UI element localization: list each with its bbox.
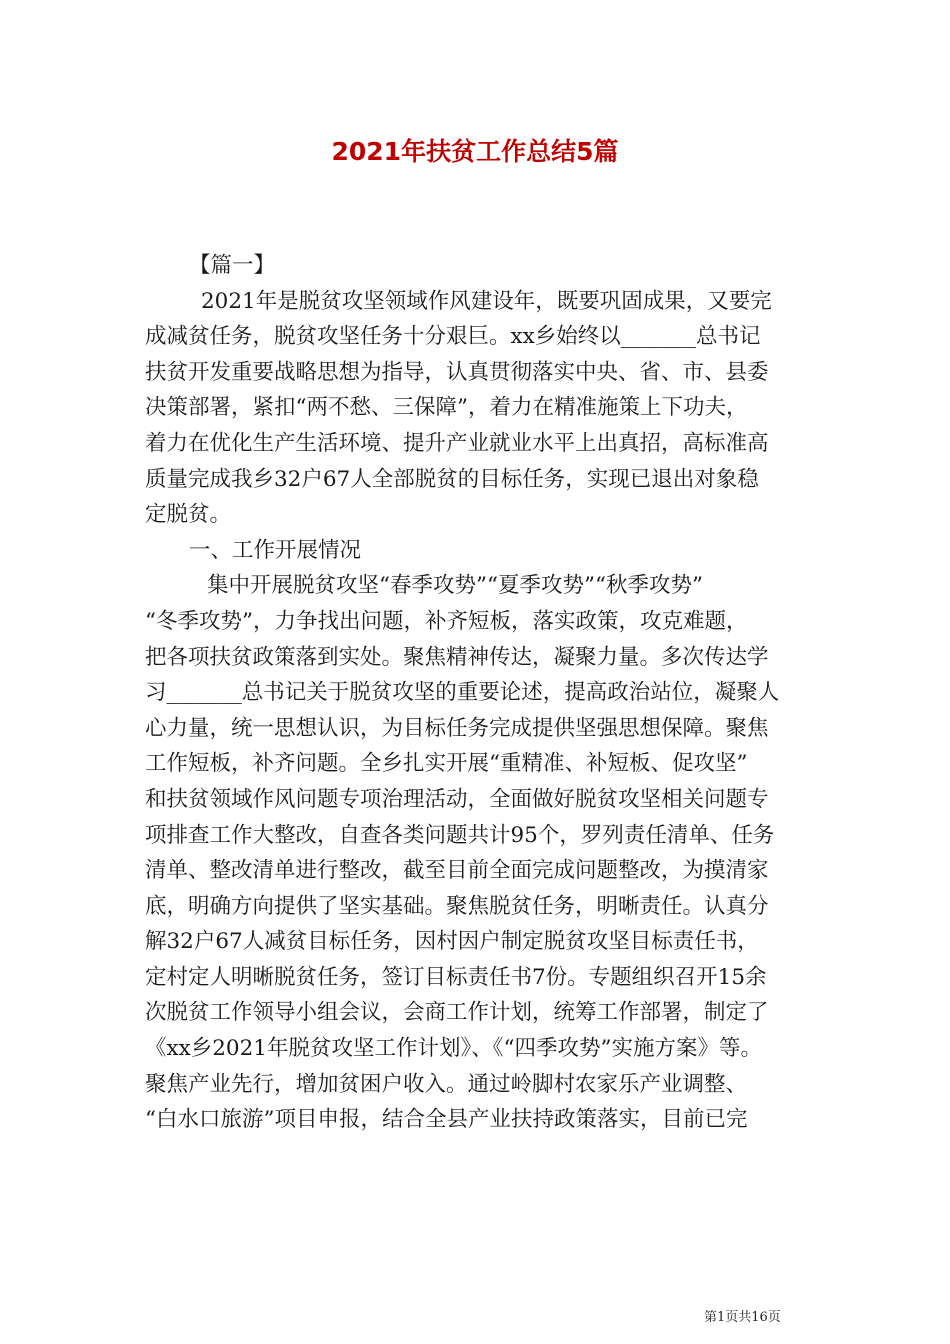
document-body (145, 248, 810, 1138)
paragraph-line: 习_______总书记关于脱贫攻坚的重要论述，提高政治站位，凝聚人 (145, 680, 780, 706)
paragraph-line: 2021年是脱贫攻坚领域作风建设年，既要巩固成果，又要完 (201, 288, 772, 314)
paragraph-line: 把各项扶贫政策落到实处。聚焦精神传达，凝聚力量。多次传达学 (145, 644, 769, 670)
paragraph-line: “冬季攻势”，力争找出问题，补齐短板，落实政策，攻克难题， (145, 608, 748, 634)
paragraph-line: 底，明确方向提供了坚实基础。聚焦脱贫任务，明晰责任。认真分 (145, 893, 769, 919)
page-number: 第1页共16页 (704, 1310, 781, 1325)
paragraph-line: 清单、整改清单进行整改，截至目前全面完成问题整改，为摸清家 (145, 858, 769, 884)
paragraph-line: 决策部署，紧扣“两不愁、三保障”，着力在精准施策上下功夫， (145, 395, 748, 421)
paragraph-line: 《xx乡2021年脱贫攻坚工作计划》、《“四季攻势”实施方案》等。 (145, 1036, 762, 1062)
paragraph-line: 成减贫任务，脱贫攻坚任务十分艰巨。xx乡始终以_______总书记 (145, 324, 761, 350)
paragraph-line: 心力量，统一思想认识，为目标任务完成提供坚强思想保障。聚焦 (145, 715, 769, 741)
paragraph-line: 和扶贫领域作风问题专项治理活动，全面做好脱贫攻坚相关问题专 (145, 786, 769, 812)
paragraph-line: 定脱贫。 (145, 502, 232, 528)
section-label: 【篇一】 (189, 253, 276, 278)
paragraph-line: 聚焦产业先行，增加贫困户收入。通过岭脚村农家乐产业调整、 (145, 1071, 748, 1097)
paragraph-line: 着力在优化生产生活环境、提升产业就业水平上出真招，高标准高 (145, 430, 769, 456)
paragraph-line: 工作短板，补齐问题。全乡扎实开展“重精准、补短板、促攻坚” (145, 751, 748, 777)
paragraph-line: 解32户67人减贫目标任务，因村因户制定脱贫攻坚目标责任书， (145, 929, 759, 955)
paragraph-line: 定村定人明晰脱贫任务，签订目标责任书7份。专题组织召开15余 (145, 964, 767, 990)
paragraph-line: “白水口旅游”项目申报，结合全县产业扶持政策落实，目前已完 (145, 1107, 748, 1133)
section-heading: 一、工作开展情况 (189, 537, 362, 563)
paragraph-line: 集中开展脱贫攻坚“春季攻势”“夏季攻势”“秋季攻势” (207, 573, 703, 599)
paragraph-line: 质量完成我乡32户67人全部脱贫的目标任务，实现已退出对象稳 (145, 466, 759, 492)
paragraph-line: 次脱贫工作领导小组会议，会商工作计划，统筹工作部署，制定了 (145, 1000, 769, 1026)
paragraph-line: 项排查工作大整改，自查各类问题共计95个，罗列责任清单、任务 (145, 822, 775, 848)
paragraph-line: 扶贫开发重要战略思想为指导，认真贯彻落实中央、省、市、县委 (145, 359, 769, 385)
document-title: 2021年扶贫工作总结5篇 (331, 137, 619, 166)
